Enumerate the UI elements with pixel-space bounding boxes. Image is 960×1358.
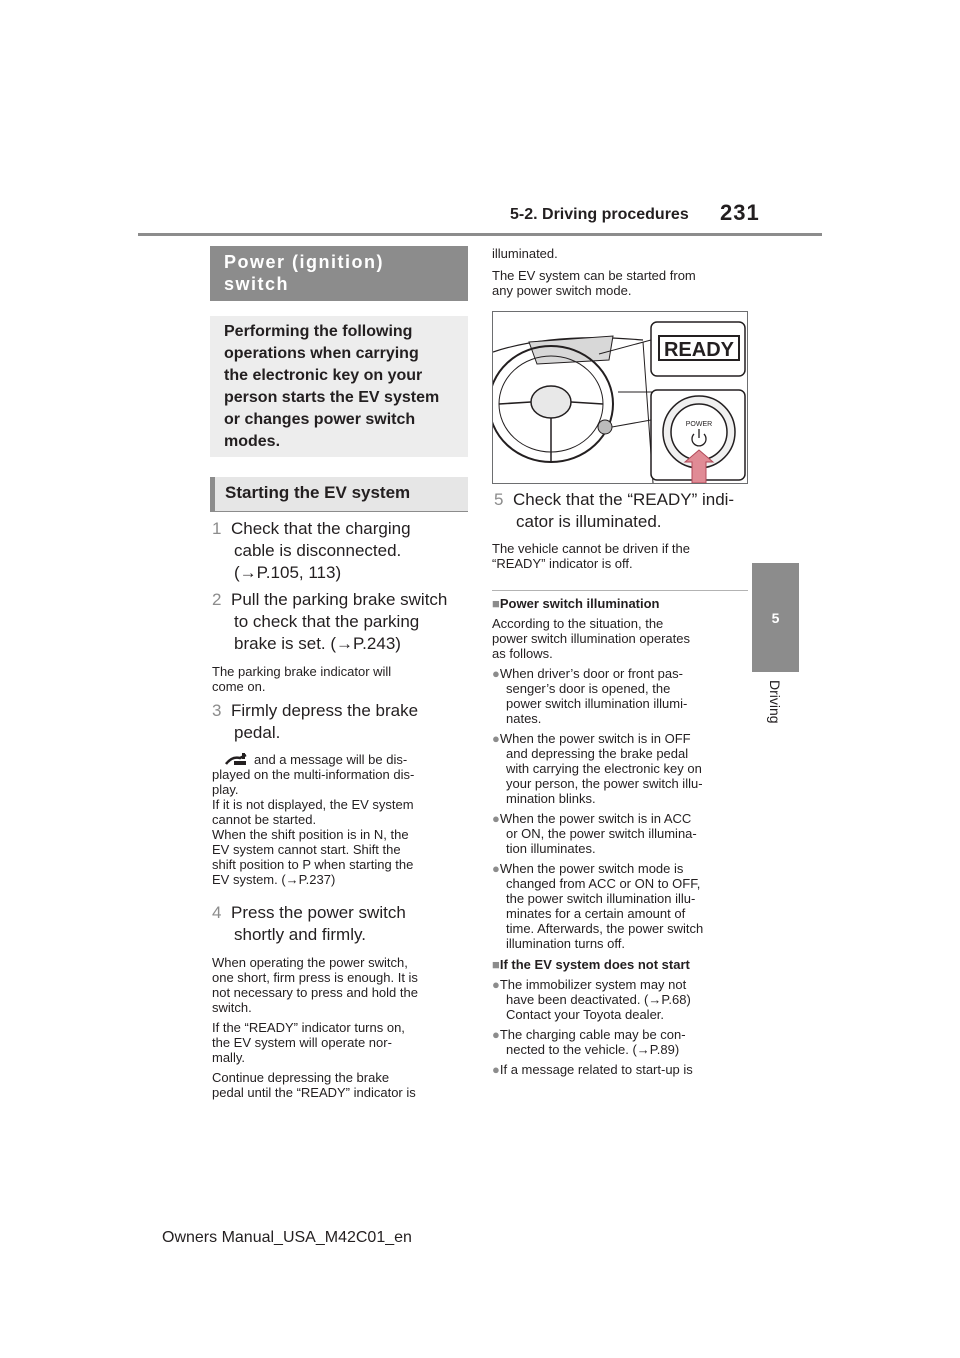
step-text: Check that the charging xyxy=(231,519,411,538)
list-item: ●When the power switch mode is changed from ACC or ON to OFF, the power switch illumination illu- minates for a certain amount of time. Afterwards, the power switch illumination turns off. xyxy=(492,861,704,951)
intro-line: modes. xyxy=(224,433,281,450)
step-number: 3 xyxy=(212,701,222,720)
step-text: Press the power switch xyxy=(231,903,406,922)
step-4-note: When operating the power switch, one short, firm press is enough. It is not necessary to press and hold the switch. If the “READY” indicator turns on, the EV system will operate nor- mally. Continue depressing the brake pedal until the “READY” indicator is xyxy=(212,955,418,1100)
section-heading xyxy=(210,246,468,301)
step-text: Check that the “READY” indi- xyxy=(513,490,735,509)
intro-line: the electronic key on your xyxy=(224,367,423,384)
bullet-icon: ● xyxy=(492,1062,500,1077)
step-3 xyxy=(212,700,468,744)
page-number: 231 xyxy=(720,200,760,225)
step-number: 5 xyxy=(494,490,504,509)
step-text: cable is disconnected. xyxy=(234,541,402,560)
step-text: cator is illuminated. xyxy=(516,512,662,531)
bullet-icon: ● xyxy=(492,977,500,992)
intro-line: person starts the EV system xyxy=(224,389,440,406)
list-item: ●The charging cable may be con- nected to the vehicle. (→P.89) xyxy=(492,1027,754,1057)
chapter-label: Driving xyxy=(767,680,783,724)
step-text: Firmly depress the brake xyxy=(231,701,419,720)
step-2 xyxy=(212,589,468,655)
section-divider xyxy=(492,590,748,591)
list-item: ●If a message related to start-up is xyxy=(492,1062,693,1077)
page-reference-link[interactable]: EV system. (→P.237) xyxy=(212,872,336,887)
intro-line: or changes power switch xyxy=(224,411,416,428)
step-2-note: The parking brake indicator will come on. xyxy=(212,664,392,694)
heading-line: Power (ignition) xyxy=(224,252,384,272)
chapter-tab[interactable] xyxy=(752,563,799,672)
bullet-icon: ● xyxy=(492,1027,500,1042)
step-1 xyxy=(212,518,468,584)
step-text: shortly and firmly. xyxy=(234,925,366,944)
step-number: 4 xyxy=(212,903,222,922)
page-reference-link[interactable]: (→P.105, 113) xyxy=(234,563,342,582)
brake-indicator-icon xyxy=(224,752,250,766)
manual-footer: Owners Manual_USA_M42C01_en xyxy=(162,1229,412,1246)
illumination-heading: ■Power switch illumination xyxy=(492,596,660,611)
intro-box xyxy=(210,316,468,457)
step-text: Pull the parking brake switch xyxy=(231,590,448,609)
step-text: pedal. xyxy=(234,723,281,742)
list-item: ●When the power switch is in OFF and depressing the brake pedal with carrying the electronic key on your person, the power switch illu- mination blinks. xyxy=(492,731,703,806)
list-item: ●When driver’s door or front pas- senger’s door is opened, the power switch illumination illumi- nates. xyxy=(492,666,688,726)
subheading-rule xyxy=(210,511,468,512)
step-text: to check that the parking xyxy=(234,612,420,631)
intro-line: Performing the following xyxy=(224,323,413,340)
page-reference-link[interactable]: have been deactivated. (→P.68) xyxy=(506,992,691,1007)
subheading: Starting the EV system xyxy=(210,477,468,511)
bullet-icon: ● xyxy=(492,811,500,826)
heading-line: switch xyxy=(224,274,290,294)
header-rule xyxy=(138,233,822,236)
intro-line: operations when carrying xyxy=(224,345,419,362)
section-title: 5-2. Driving procedures xyxy=(510,206,689,223)
ready-label: READY xyxy=(663,339,735,361)
bullet-icon: ● xyxy=(492,861,500,876)
step-number: 2 xyxy=(212,590,222,609)
no-start-heading: ■If the EV system does not start xyxy=(492,957,690,972)
square-bullet-icon: ■ xyxy=(492,957,500,972)
any-mode-text: The EV system can be started from any power switch mode. xyxy=(492,268,696,298)
chapter-number: 5 xyxy=(771,609,780,626)
step-4 xyxy=(212,902,468,946)
continued-text: illuminated. xyxy=(492,246,558,261)
bullet-icon: ● xyxy=(492,731,500,746)
power-label: POWER xyxy=(685,421,713,428)
page-reference-link[interactable]: nected to the vehicle. (→P.89) xyxy=(506,1042,680,1057)
step-number: 1 xyxy=(212,519,222,538)
dashboard-illustration xyxy=(493,312,747,483)
list-item: ●When the power switch is in ACC or ON, the power switch illumina- tion illuminates. xyxy=(492,811,697,856)
step-3-note: and a message will be dis- played on the multi-information dis- play. If it is not displayed, the EV system cannot be started. When the shift position is in N, the EV system cannot start. Shift the shift position to P when starting the EV system. (→P.237) xyxy=(212,752,468,887)
illumination-section: ■Power switch illumination According to the situation, the power switch illumination operates as follows. ●When driver’s door or front pas- senger’s door is opened, the power switch illumination illumi- nates. ●When the power switch is in OFF and depressing the brake pedal with carrying the electronic key on your person, the power switch illu- mination blinks. ●When the power switch is in ACC or ON, the power switch illumina- tion illuminates. ●When the power switch mode is changed from ACC or ON to OFF, the power switch illumination illu- minates for a certain amount of time. Afterwards, the power switch illumination turns off. ■If the EV system does not start ●The immobilizer system may not have been deactivated. (→P.68) Contact your Toyota dealer. ●The charging cable may be con- nected to the vehicle. (→P.89) ●If a message related to start-up is xyxy=(492,596,754,1077)
step-5-note: The vehicle cannot be driven if the “READY” indicator is off. xyxy=(492,541,691,571)
step-5 xyxy=(494,489,754,533)
list-item: ●The immobilizer system may not have been deactivated. (→P.68) Contact your Toyota dealer. xyxy=(492,977,754,1022)
power-switch-illustration xyxy=(492,311,748,484)
page-reference-link[interactable]: brake is set. (→P.243) xyxy=(234,634,401,653)
bullet-icon: ● xyxy=(492,666,500,681)
square-bullet-icon: ■ xyxy=(492,596,500,611)
